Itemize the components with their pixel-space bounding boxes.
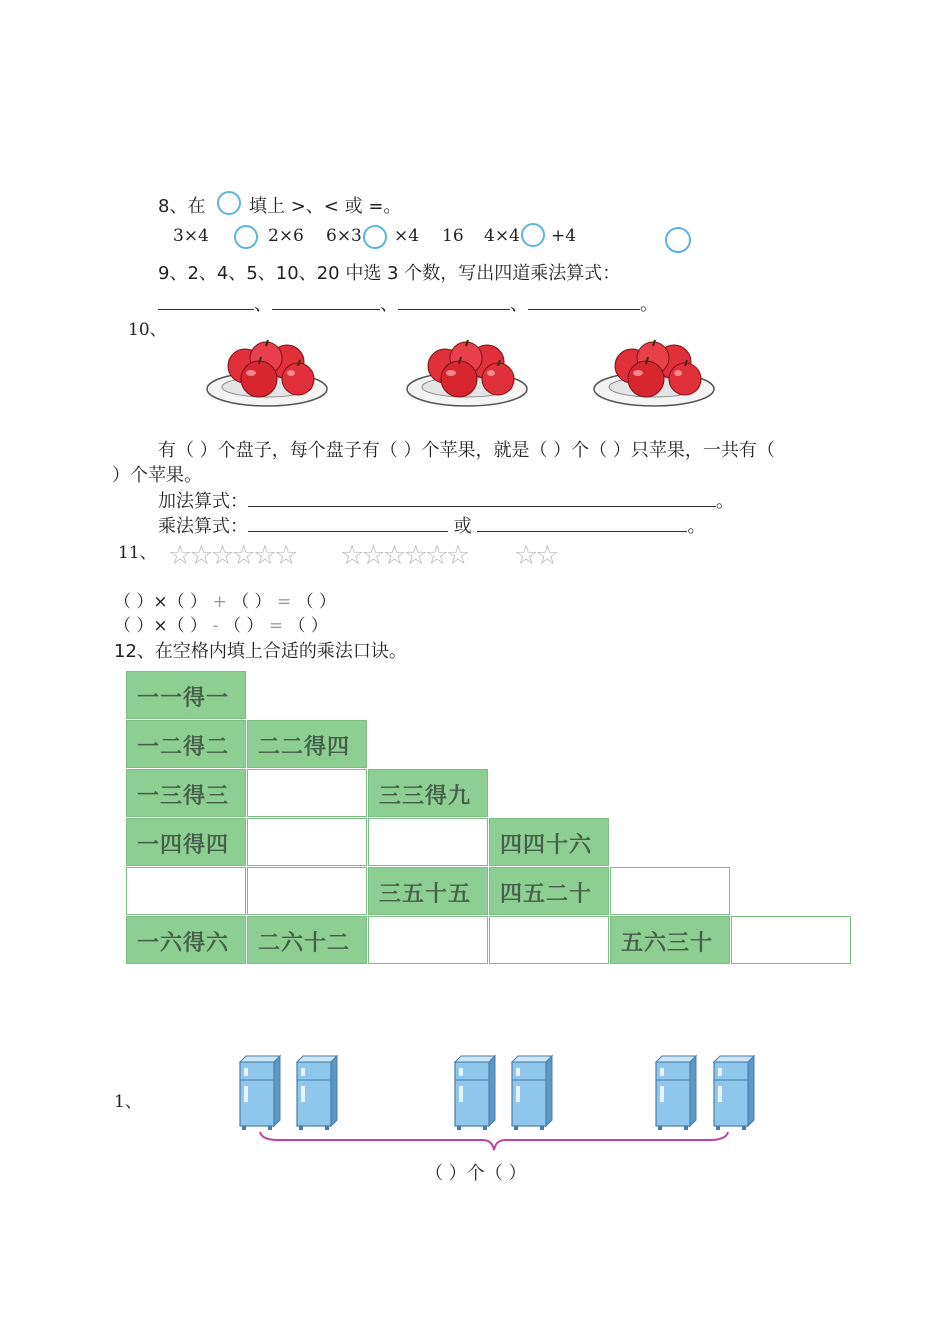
- star-group-1: ☆☆☆☆☆☆: [168, 540, 296, 571]
- answer-circle[interactable]: [521, 223, 545, 247]
- eq-result: （ ）: [296, 592, 336, 612]
- table-cell: 四五二十: [489, 867, 609, 915]
- empty-table-cell[interactable]: [731, 916, 851, 964]
- fridge-icon: [297, 1056, 337, 1130]
- or-word: 或: [453, 516, 472, 537]
- answer-circle[interactable]: [234, 225, 258, 249]
- eq-term: （ ）: [224, 616, 264, 636]
- eq-term: （ ）: [232, 592, 272, 612]
- answer-blank[interactable]: [272, 295, 380, 310]
- empty-table-cell[interactable]: [247, 867, 367, 915]
- table-cell: 三五十五: [368, 867, 488, 915]
- q8-prefix: 8、在: [158, 196, 206, 217]
- q9-separator: 、: [510, 294, 528, 315]
- mul-label: 乘法算式：: [158, 516, 248, 537]
- q9-text: 9、2、4、5、10、20 中选 3 个数，写出四道乘法算式：: [158, 263, 621, 284]
- q10-line-1: 有（ ）个盘子，每个盘子有（ ）个苹果，就是（ ）个（ ）只苹果，一共有（: [158, 440, 775, 461]
- apple-plate-2: [405, 342, 535, 414]
- apple-plate-1: [205, 342, 335, 414]
- table-cell: 三三得九: [368, 769, 488, 817]
- answer-circle[interactable]: [363, 225, 387, 249]
- eq-equals: =: [268, 616, 284, 636]
- fridge-icon: [240, 1056, 280, 1130]
- answer-blank[interactable]: [248, 517, 448, 532]
- q8-expr-3: 6×3: [326, 226, 362, 246]
- q8-expr-4: ×4: [394, 226, 420, 246]
- q8-expr-2: 2×6: [268, 226, 304, 246]
- empty-table-cell[interactable]: [489, 916, 609, 964]
- answer-blank[interactable]: [477, 517, 687, 532]
- eq-operator: -: [212, 616, 219, 636]
- apple-plate-3: [592, 342, 722, 414]
- q9-end: 。: [640, 294, 658, 315]
- q8-expr-6: 4×4: [484, 226, 520, 246]
- q8-expr-1: 3×4: [173, 226, 209, 246]
- fridge-icon: [512, 1056, 552, 1130]
- q8-expr-5: 16: [442, 226, 464, 246]
- q1-number: 1、: [114, 1092, 142, 1112]
- eq-operator: +: [212, 592, 227, 612]
- table-cell: 一六得六: [126, 916, 246, 964]
- empty-table-cell[interactable]: [368, 916, 488, 964]
- q11-number: 11、: [118, 543, 157, 563]
- answer-blank[interactable]: [398, 295, 510, 310]
- star-group-2: ☆☆☆☆☆☆: [340, 540, 468, 571]
- q10-number: 10、: [128, 320, 167, 340]
- table-cell: 四四十六: [489, 818, 609, 866]
- fridge-icon: [656, 1056, 696, 1130]
- empty-table-cell[interactable]: [368, 818, 488, 866]
- answer-blank[interactable]: [158, 295, 254, 310]
- q10-line-2: ）个苹果。: [112, 465, 202, 486]
- empty-table-cell[interactable]: [247, 818, 367, 866]
- curly-brace: [258, 1130, 730, 1156]
- q8-expr-7: +4: [551, 226, 577, 246]
- multiplication-table: [126, 671, 854, 967]
- answer-blank[interactable]: [528, 295, 640, 310]
- eq-factors: （ ）×（ ）: [114, 592, 208, 612]
- answer-blank[interactable]: [248, 492, 716, 507]
- q12-title: 12、在空格内填上合适的乘法口诀。: [114, 641, 407, 662]
- q11-equation-2: [114, 611, 328, 636]
- q10-add-row: [158, 487, 734, 513]
- empty-table-cell[interactable]: [126, 867, 246, 915]
- empty-table-cell[interactable]: [610, 867, 730, 915]
- q1-answer: （ ）个（ ）: [425, 1163, 527, 1184]
- table-cell: 一二得二: [126, 720, 246, 768]
- table-cell: 五六三十: [610, 916, 730, 964]
- table-cell: 一四得四: [126, 818, 246, 866]
- eq-factors: （ ）×（ ）: [114, 616, 208, 636]
- q9-blanks: [158, 290, 658, 316]
- q8-suffix: 填上 >、< 或 =。: [249, 196, 402, 217]
- fridge-icon: [714, 1056, 754, 1130]
- fridge-groups: [230, 1052, 770, 1134]
- q11-equation-1: [114, 587, 336, 612]
- q10-end: 。: [687, 516, 706, 537]
- fridge-icon: [455, 1056, 495, 1130]
- table-cell: 二二得四: [247, 720, 367, 768]
- q10-end: 。: [716, 491, 734, 512]
- q9-separator: 、: [380, 294, 398, 315]
- q9-separator: 、: [254, 294, 272, 315]
- q10-mul-row: [158, 512, 705, 538]
- star-group-3: ☆☆: [514, 540, 557, 571]
- table-cell: 二六十二: [247, 916, 367, 964]
- eq-result: （ ）: [288, 616, 328, 636]
- eq-equals: =: [276, 592, 292, 612]
- answer-circle[interactable]: [217, 191, 241, 215]
- empty-table-cell[interactable]: [247, 769, 367, 817]
- table-cell: 一三得三: [126, 769, 246, 817]
- table-cell: 一一得一: [126, 671, 246, 719]
- answer-circle[interactable]: [665, 227, 691, 253]
- add-label: 加法算式：: [158, 491, 248, 512]
